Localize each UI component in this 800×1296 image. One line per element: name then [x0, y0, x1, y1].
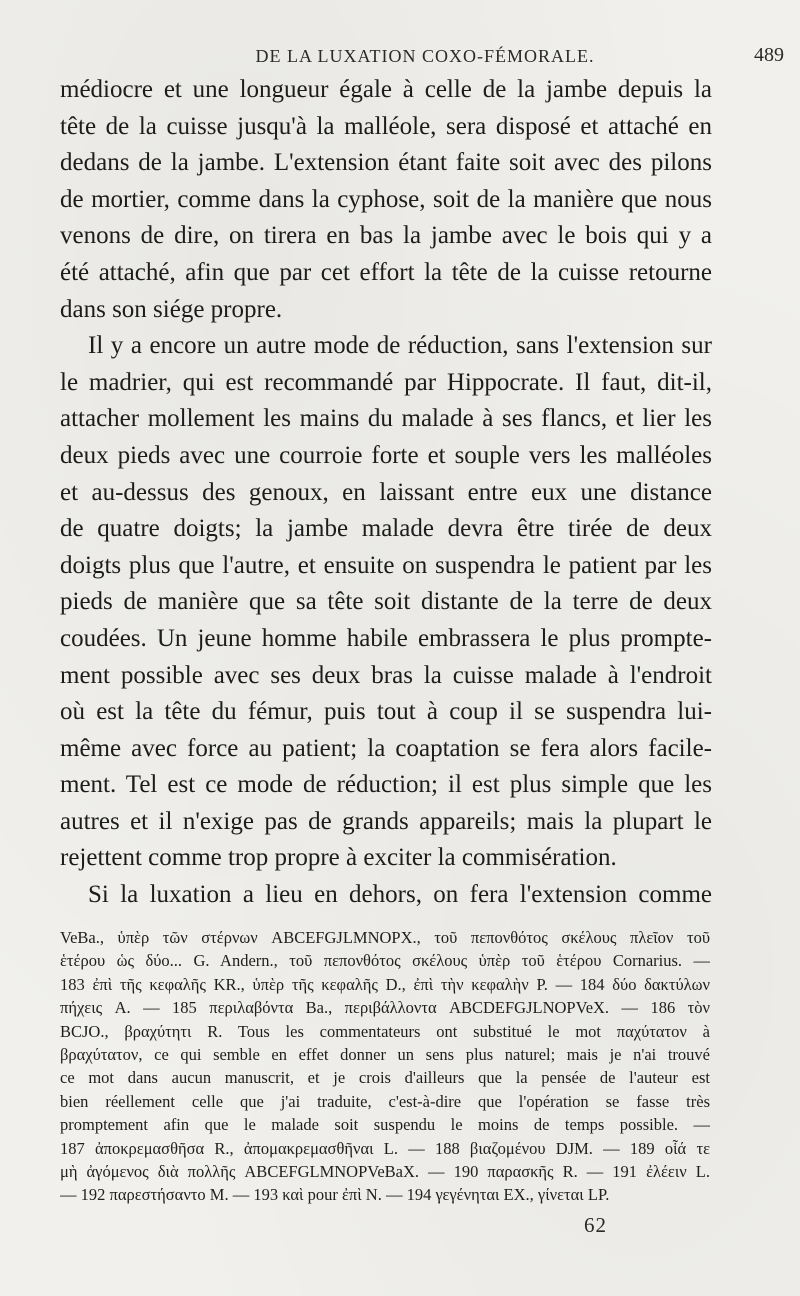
body-line: médiocre et une longueur égale à celle de la jambe depuis la: [60, 76, 712, 103]
body-line: le madrier, qui est recommandé par Hippocrate. Il faut, dit-il,: [60, 368, 712, 396]
footnote-line: 183 ἐπὶ τῆς κεφαλῆς KR., ὑπὲρ τῆς κεφαλῆς D., ἐπὶ τὴν κεφαλὴν P. — 184 δύο δακτύλων: [60, 974, 710, 994]
body-line: attacher mollement les mains du malade à ses flancs, et lier les: [60, 405, 712, 433]
footnote-line: promptement afin que le malade soit suspendu le moins de temps possible. —: [60, 1115, 710, 1135]
footnote-line: μὴ ἀγόμενος διὰ πολλῆς ABCEFGLMNOPVeBaX. — 190 παρασκῆς R. — 191 ἐλέειν L.: [60, 1162, 710, 1182]
footnote-line: VeBa., ὑπὲρ τῶν στέρνων ABCEFGJLMNOPX., τοῦ πεπονθότος σκέλους πλεῖον τοῦ: [60, 928, 710, 947]
page-number: 489: [754, 44, 784, 66]
body-line: venons de dire, on tirera en bas la jambe avec le bois qui y a: [60, 222, 712, 250]
body-line: coudées. Un jeune homme habile embrassera le plus prompte-: [60, 624, 712, 652]
body-line: pieds de manière que sa tête soit distante de la terre de deux: [60, 588, 712, 616]
body-line: de quatre doigts; la jambe malade devra être tirée de deux: [60, 515, 712, 543]
signature-mark: 62: [584, 1213, 607, 1237]
body-line: Si la luxation a lieu en dehors, on fera l'extension comme: [88, 881, 712, 909]
body-line: de mortier, comme dans la cyphose, soit de la manière que nous: [60, 185, 712, 213]
footnote-line: ἑτέρου ὡς δύο... G. Andern., τοῦ πεπονθότος σκέλους ὑπὲρ τοῦ ἑτέρου Cornarius. —: [60, 951, 710, 971]
body-line: dedans de la jambe. L'extension étant faite soit avec des pilons: [60, 149, 712, 177]
body-line: Il y a encore un autre mode de réduction, sans l'extension sur: [88, 332, 712, 360]
body-line: ment. Tel est ce mode de réduction; il est plus simple que les: [60, 771, 712, 799]
body-line: doigts plus que l'autre, et ensuite on suspendra le patient par les: [60, 551, 712, 579]
body-line: autres et il n'exige pas de grands appareils; mais la plupart le: [60, 807, 712, 835]
footnote-line: βραχύτατον, ce qui semble en effet donner un sens plus naturel; mais je n'ai trouvé: [60, 1045, 710, 1065]
body-line: tête de la cuisse jusqu'à la malléole, sera disposé et attaché en: [60, 112, 712, 140]
footnote-line: πήχεις A. — 185 περιλαβόντα Ba., περιβάλλοντα ABCDEFGJLNOPVeX. — 186 τὸν: [60, 998, 710, 1018]
footnote-line: — 192 παρεστήσαντο M. — 193 καὶ pour ἐπὶ N. — 194 γεγένηται EX., γίνεται LP.: [60, 1185, 610, 1205]
running-title: DE LA LUXATION COXO-FÉMORALE.: [255, 46, 595, 66]
footnote-line: bien réellement celle que j'ai traduite, c'est-à-dire que l'opération se fasse très: [60, 1091, 710, 1111]
footnote-line: 187 ἀποκρεμασθῆσα R., ἀπομακρεμασθῆναι L. — 188 βιαζομένου DJM. — 189 οἷά τε: [60, 1138, 710, 1158]
body-line: dans son siége propre.: [60, 295, 283, 323]
page-header: [60, 44, 790, 72]
body-text: [60, 72, 712, 914]
body-line: même avec force au patient; la coaptation se fera alors facile-: [60, 734, 712, 762]
body-line: et au-dessus des genoux, en laissant entre eux une distance: [60, 478, 712, 506]
footnotes: [60, 926, 710, 1207]
body-line: deux pieds avec une courroie forte et souple vers les malléoles: [60, 441, 712, 469]
footnote-line: ce mot dans aucun manuscrit, et je crois d'ailleurs que la pensée de l'auteur est: [60, 1068, 710, 1088]
body-line: été attaché, afin que par cet effort la tête de la cuisse retourne: [60, 258, 712, 286]
body-line: où est la tête du fémur, puis tout à coup il se suspendra lui-: [60, 698, 712, 726]
body-line: rejettent comme trop propre à exciter la commisération.: [60, 844, 617, 872]
footnote-line: BCJO., βραχύτητι R. Tous les commentateurs ont substitué le mot παχύτατον à: [60, 1021, 710, 1041]
body-line: ment possible avec ses deux bras la cuisse malade à l'endroit: [60, 661, 712, 689]
